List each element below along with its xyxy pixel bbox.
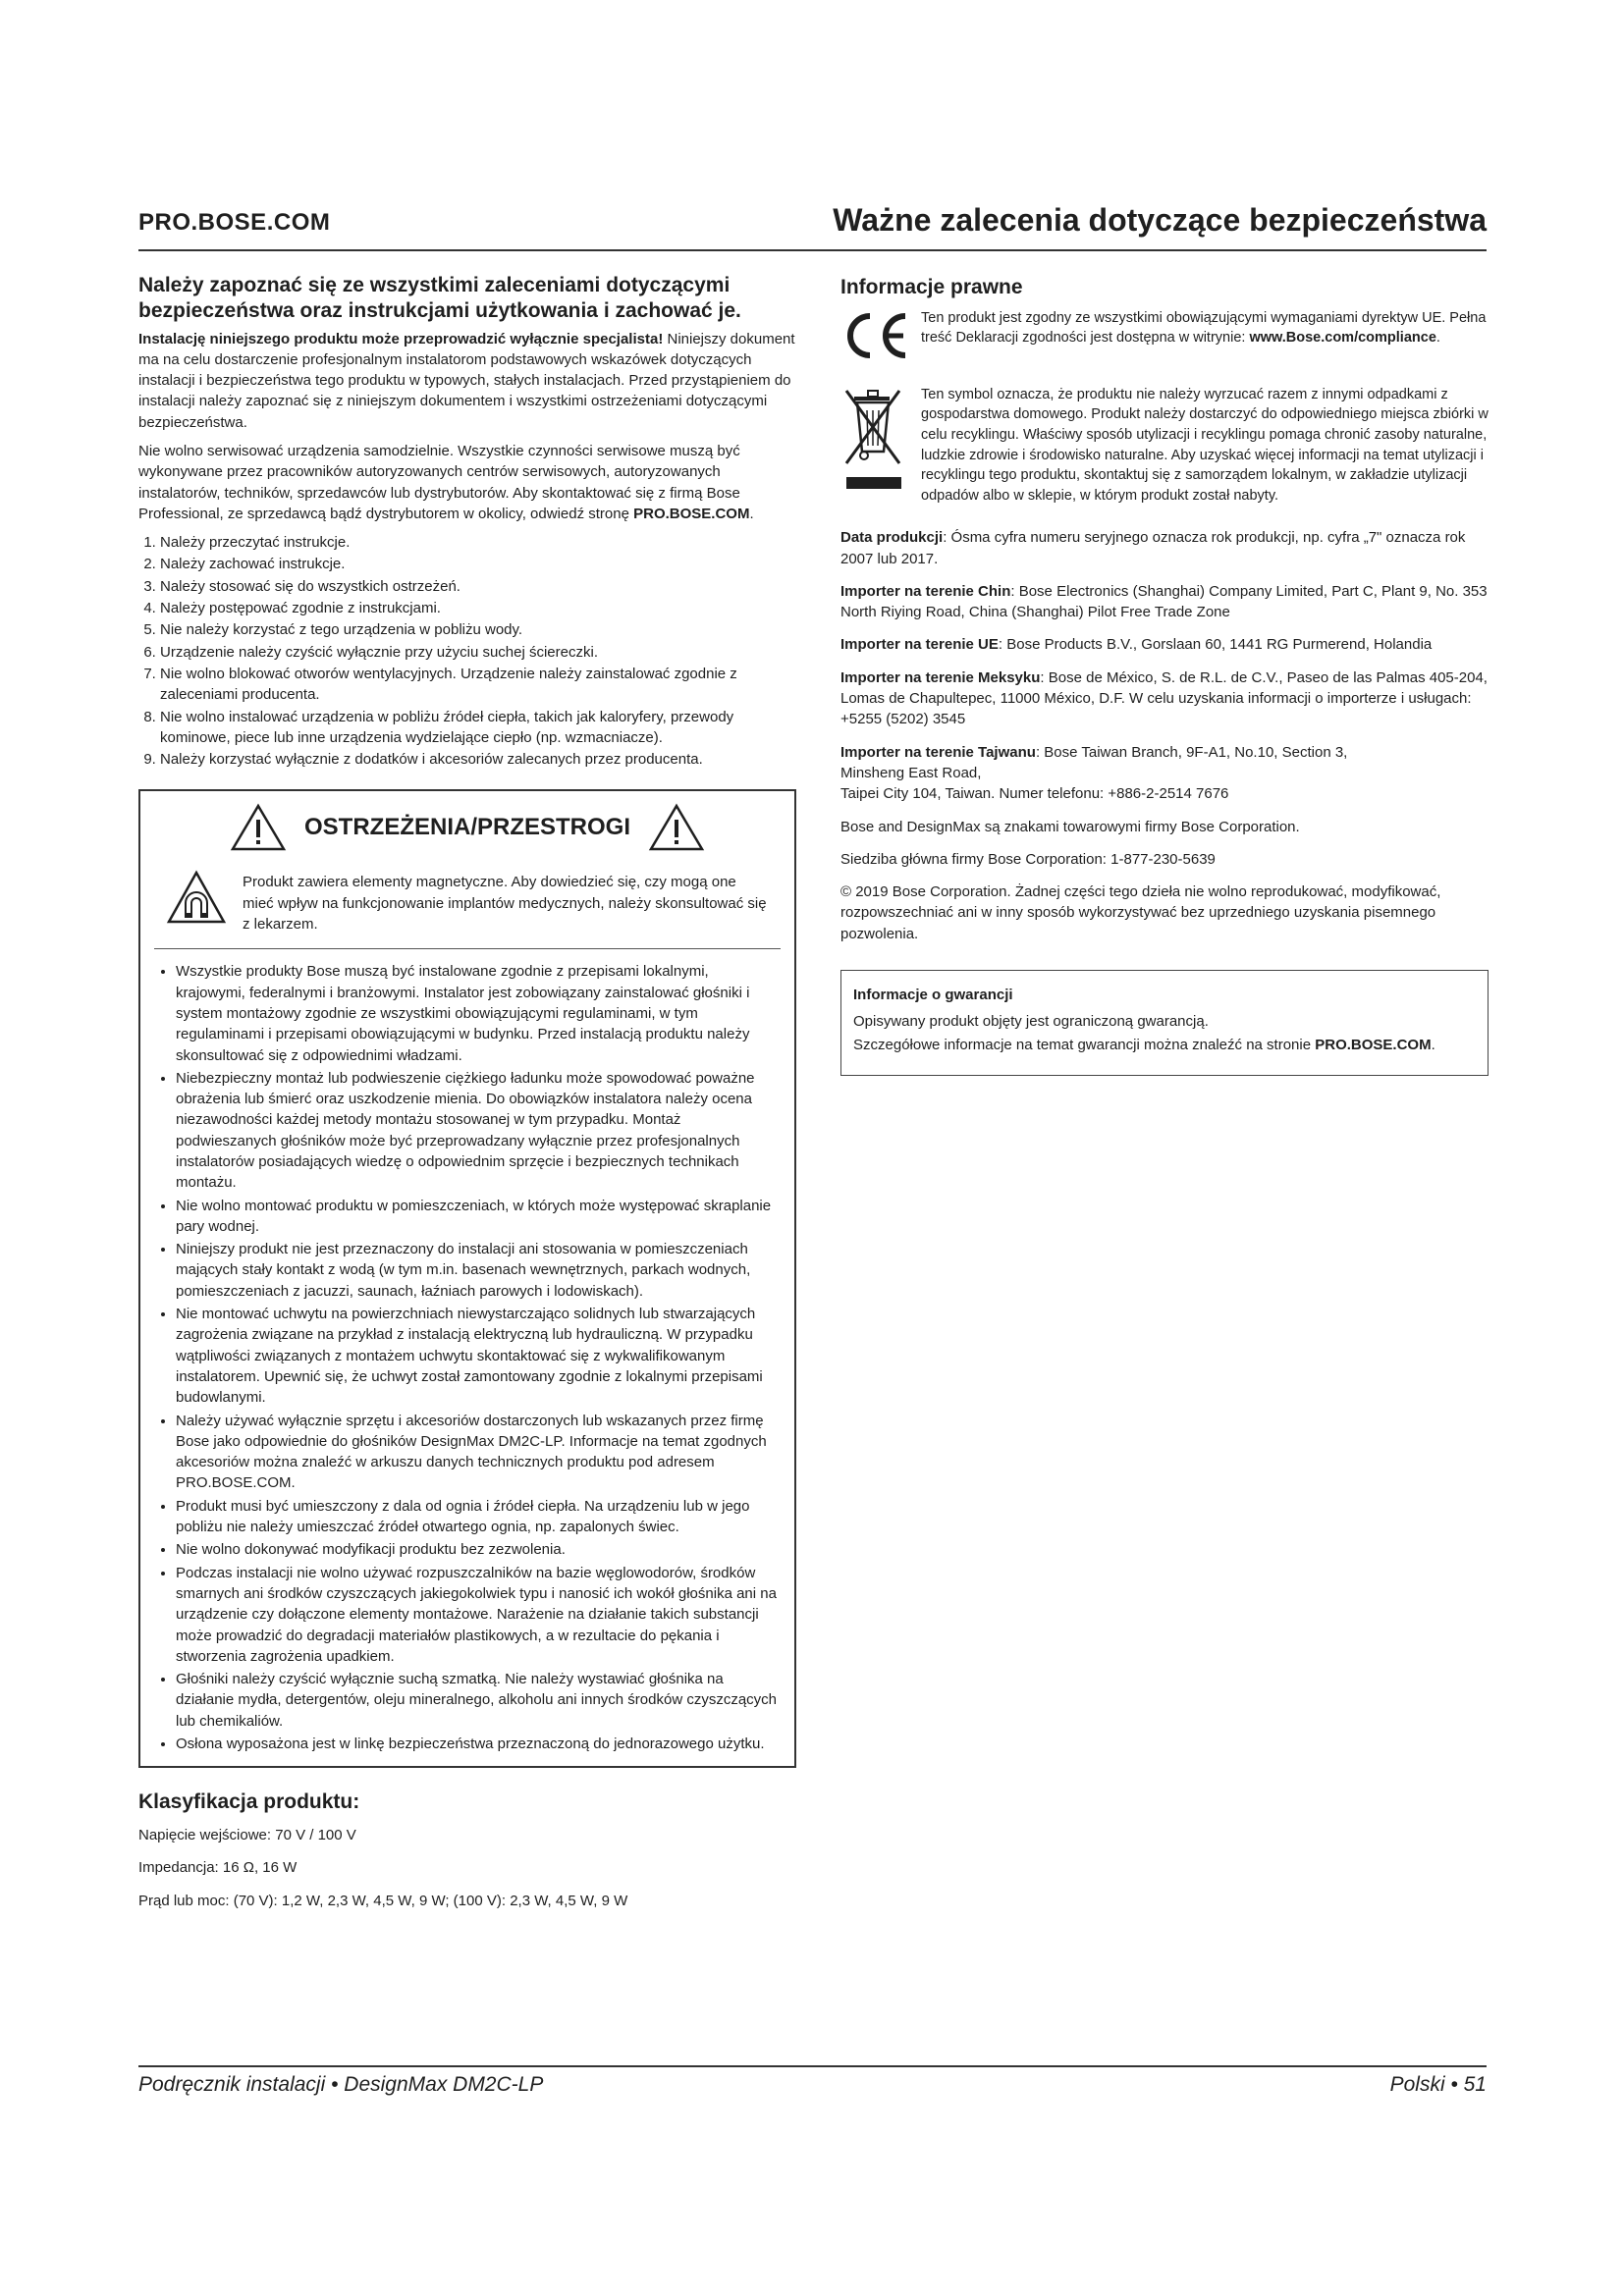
service-end: . [749,505,754,522]
warning-title-row [154,803,781,852]
eu-label: Importer na terenie UE [840,636,999,654]
classification-line: Impedancja: 16 Ω, 16 W [138,1859,298,1877]
list-item: • Podczas instalacji nie wolno używać rozpuszczalników na bazie węglowodorów, środków smarnych ani środków czyszczących jakiegokolwiek typu i nanosić ich wokół głośnika ani na urządzenie czy dołączone elementy montażowe. Narażenie na działanie takich substancji może prowadzić do degradacji materiałów plastikowych, a w rezultacie do pękania i stworzenia zagrożenia upadkiem. [176,1563,781,1667]
header-rule [138,249,1487,251]
taiwan-line2: Minsheng East Road, [840,764,982,781]
crossed-bin-icon [840,385,909,503]
site-header: PRO.BOSE.COM [138,209,331,236]
taiwan-label: Importer na terenie Tajwanu [840,743,1036,761]
importer-eu [840,634,1489,655]
ce-text-body: Ten produkt jest zgodny ze wszystkimi obowiązującymi wymaganiami dyrektyw UE. Pełna treść Deklaracji zgodności jest dostępna w witrynie: [921,309,1487,347]
warning-box [138,789,796,1768]
list-item: • Nie wolno dokonywać modyfikacji produktu bez zezwolenia. [176,1539,781,1560]
right-column [840,273,1489,1076]
magnet-text: Produkt zawiera elementy magnetyczne. Aby dowiedzieć się, czy mogą one mieć wpływ na funkcjonowanie implantów medycznych, należy skonsultować się z lekarzem. [243,874,767,934]
list-item: 3. Należy stosować się do wszystkich ostrzeżeń. [160,576,796,597]
ce-text [921,308,1489,363]
china-label: Importer na terenie Chin [840,582,1011,600]
classification-line: Prąd lub moc: (70 V): 1,2 W, 2,3 W, 4,5 W, 9 W; (100 V): 2,3 W, 4,5 W, 9 W [138,1892,628,1909]
taiwan-text: : Bose Taiwan Branch, 9F-A1, No.10, Section 3, [1035,743,1348,761]
date-text: : Ósma cyfra numeru seryjnego oznacza rok produkcji, np. cyfra „7" oznacza rok 2007 lub 2017. [840,529,1466,567]
list-item: • Niniejszy produkt nie jest przeznaczony do instalacji ani stosowania w pomieszczeniach mających stały kontakt z wodą (w tym m.in. basenach wewnętrznych, parkach wodnych, pomieszczeniach z jacuzzi, saunach, łaźniach parowych i lodowiskach). [176,1239,781,1302]
warranty-line2: Szczegółowe informacje na temat gwarancji można znaleźć na stronie [853,1036,1316,1053]
ce-mark-icon [840,308,909,363]
mexico-text: : Bose de México, S. de R.L. de C.V., Paseo de las Palmas 405-204, Lomas de Chapultepec, 11000 México, D.F. W celu uzyskania informacji o importerze i usługach: +5255 (5202) 3545 [840,668,1488,728]
list-item: 8. Nie wolno instalować urządzenia w pobliżu źródeł ciepła, takich jak kaloryfery, przewody kominowe, piece lub inne urządzenia wydzielające ciepło (np. wzmacniacze). [160,707,796,749]
list-item: 5. Nie należy korzystać z tego urządzenia w pobliżu wody. [160,619,796,640]
list-item: • Osłona wyposażona jest w linkę bezpieczeństwa przeznaczoną do jednorazowego użytku. [176,1734,781,1754]
legal-heading: Informacje prawne [840,276,1023,298]
list-item: 9. Należy korzystać wyłącznie z dodatków i akcesoriów zalecanych przez producenta. [160,749,796,770]
warranty-title: Informacje o gwarancji [853,987,1013,1004]
service-text: Nie wolno serwisować urządzenia samodzielnie. Wszystkie czynności serwisowe muszą być wykonywane przez pracowników autoryzowanych centrów serwisowych, autoryzowanych instalatorów, techników, sprzedawców lub dystrybutorów. Aby skontaktować się z firmą Bose Professional, ze sprzedawcą bądź dystrybutorem w okolicy, odwiedź stronę [138,442,740,522]
warranty-link: PRO.BOSE.COM [1315,1036,1432,1053]
classification-line: Napięcie wejściowe: 70 V / 100 V [138,1827,356,1844]
list-item: • Niebezpieczny montaż lub podwieszenie ciężkiego ładunku może spowodować poważne obrażenia lub śmierć oraz uszkodzenie mienia. Do obowiązków instalatora należy ocena niezawodności każdej metody montażu stosowanej w tym przypadku. Montaż podwieszanych głośników może być przeprowadzany wyłącznie przez profesjonalnych instalatorów posiadających wiedzę o odpowiednim sprzęcie i bezpiecznych technikach montażu. [176,1068,781,1194]
safety-heading: Należy zapoznać się ze wszystkimi zaleceniami dotyczącymi bezpieczeństwa oraz instrukcjami użytkowania i zachować je. [138,274,741,323]
list-item: 7. Nie wolno blokować otworów wentylacyjnych. Urządzenie należy zainstalować zgodnie z zaleceniami producenta. [160,664,796,706]
footer-rule [138,2065,1487,2067]
warranty-box [840,970,1489,1076]
intro-rest: Niniejszy dokument ma na celu dostarczenie profesjonalnym instalatorom podstawowych wskazówek dotyczących instalacji i bezpieczeństwa tego produktu w typowych, stałych instalacjach. Przed przystąpieniem do instalacji należy zapoznać się z niniejszym dokumentem i wszystkimi ostrzeżeniami dotyczącymi bezpieczeństwa. [138,330,795,431]
list-item: 2. Należy zachować instrukcje. [160,554,796,574]
intro-paragraph [138,329,796,433]
service-paragraph [138,441,796,524]
china-text: : Bose Electronics (Shanghai) Company Limited, Part C, Plant 9, No. 353 North Riying Road, China (Shanghai) Pilot Free Trade Zone [840,582,1488,621]
magnet-warning [154,864,781,949]
list-item: • Produkt musi być umieszczony z dala od ognia i źródeł ciepła. Na urządzeniu lub w jego pobliżu nie należy umieszczać źródeł otwartego ognia, np. zapalonych świec. [176,1496,781,1538]
page-number: Polski • 51 [1389,2073,1487,2096]
intro-bold: Instalację niniejszego produktu może przeprowadzić wyłącznie specjalista! [138,330,664,347]
weee-notice [840,385,1489,506]
warning-triangle-icon [648,803,705,852]
warranty-end: . [1431,1036,1435,1053]
copyright-notice: © 2019 Bose Corporation. Żadnej części tego dzieła nie wolno reprodukować, modyfikować, rozpowszechniać ani w inny sposób wykorzystywać bez uprzedniego uzyskania pisemnego pozwolenia. [840,883,1441,942]
weee-text: Ten symbol oznacza, że produktu nie należy wyrzucać razem z innymi odpadkami z gospodarstwa domowego. Produkt należy dostarczyć do odpowiedniego miejsca zbiórki w celu recyklingu. Właściwy sposób utylizacji i recyklingu pomaga chronić zasoby naturalne, ludzkie zdrowie i środowisko naturalne. Aby uzyskać więcej informacji na temat utylizacji i recyklingu tego produktu, skontaktuj się z samorządem lokalnym, w zakładzie utylizacji odpadów albo w sklepie, w którym produkt został nabyty. [921,386,1489,504]
warning-bullets [154,961,781,1754]
numbered-instructions [138,532,796,770]
footer-title: Podręcznik instalacji • DesignMax DM2C-LP [138,2073,544,2096]
list-item: • Nie wolno montować produktu w pomieszczeniach, w których może występować skraplanie pary wodnej. [176,1196,781,1238]
warning-title: OSTRZEŻENIA/PRZESTROGI [303,814,630,841]
ce-text-end: . [1435,330,1440,347]
mexico-label: Importer na terenie Meksyku [840,668,1041,686]
eu-text: : Bose Products B.V., Gorslaan 60, 1441 RG Purmerend, Holandia [998,636,1433,654]
magnet-warning-icon [166,870,227,925]
date-label: Data produkcji [840,529,944,547]
list-item: 6. Urządzenie należy czyścić wyłącznie przy użyciu suchej ściereczki. [160,642,796,663]
list-item: • Należy używać wyłącznie sprzętu i akcesoriów dostarczonych lub wskazanych przez firmę Bose jako odpowiednie do głośników DesignMax DM2C-LP. Informacje na temat zgodnych akcesoriów można znaleźć w arkuszu danych technicznych produktu pod adresem PRO.BOSE.COM. [176,1411,781,1494]
warranty-line: Opisywany produkt objęty jest ograniczoną gwarancją. [853,1013,1209,1031]
classification-heading: Klasyfikacja produktu: [138,1790,360,1814]
warning-triangle-icon [230,803,287,852]
list-item: • Głośniki należy czyścić wyłącznie suchą szmatką. Nie należy wystawiać głośnika na działanie mydła, detergentów, oleju mineralnego, alkoholu ani innych środków czyszczących lub chemikaliów. [176,1669,781,1732]
headquarters: Siedziba główna firmy Bose Corporation: 1-877-230-5639 [840,850,1216,868]
list-item: • Wszystkie produkty Bose muszą być instalowane zgodnie z przepisami lokalnymi, krajowymi, federalnymi i branżowymi. Instalator jest zobowiązany zainstalować głośniki i system montażowy zgodnie ze wszystkimi obowiązującymi regulaminami, w tym regulaminami i przepisami obowiązującymi w budynku. Przed instalacją produktu należy skonsultować się z odpowiednimi władzami. [176,961,781,1065]
list-item: 4. Należy postępować zgodnie z instrukcjami. [160,598,796,618]
ce-compliance [840,308,1489,363]
left-column [138,273,796,1923]
product-classification [138,1788,796,1911]
list-item: • Nie montować uchwytu na powierzchniach niewystarczająco solidnych lub stwarzających zagrożenia związane na przykład z instalacją elektryczną lub hydrauliczną. W przypadku wątpliwości związanych z montażem uchwytu skontaktować się z wykwalifikowanym instalatorem. Upewnić się, że uchwyt został zamontowany zgodnie z lokalnymi przepisami budowlanymi. [176,1304,781,1408]
page-title: Ważne zalecenia dotyczące bezpieczeństwa [833,202,1487,238]
production-date [840,527,1489,569]
importer-china [840,581,1489,623]
importer-mexico [840,667,1489,730]
importer-taiwan [840,742,1489,805]
service-link: PRO.BOSE.COM [633,505,750,522]
list-item: 1. Należy przeczytać instrukcje. [160,532,796,553]
compliance-link: www.Bose.com/compliance [1249,330,1436,347]
warranty-line [853,1035,1476,1055]
trademark-notice: Bose and DesignMax są znakami towarowymi firmy Bose Corporation. [840,818,1300,835]
taiwan-line3: Taipei City 104, Taiwan. Numer telefonu: +886-2-2514 7676 [840,785,1229,803]
